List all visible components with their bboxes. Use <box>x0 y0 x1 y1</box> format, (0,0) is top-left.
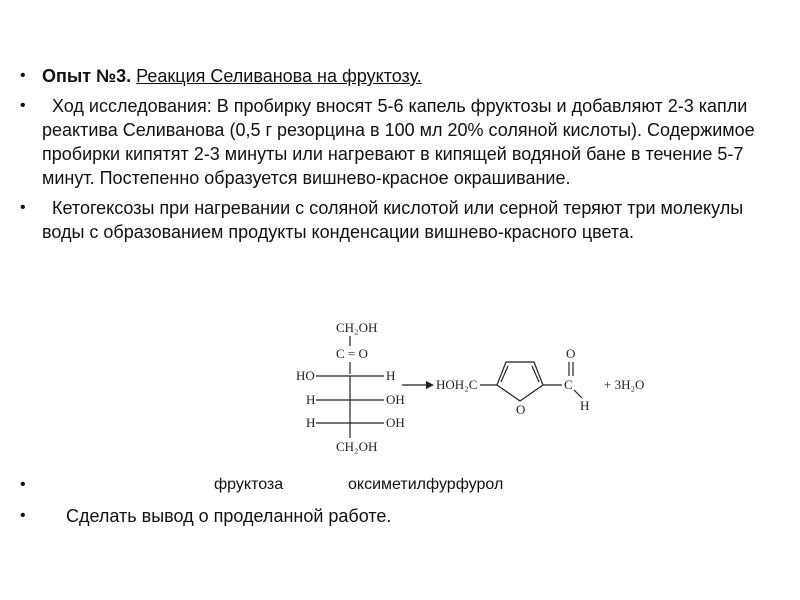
fructose-bottom-group: CH₂OH <box>336 439 378 454</box>
fructose-c5-right: OH <box>386 415 405 430</box>
bullet-procedure <box>18 94 778 190</box>
furan-oxygen: O <box>516 402 526 417</box>
fructose-c4-left: H <box>306 392 316 407</box>
bullet-list <box>18 64 778 250</box>
reaction-scheme <box>292 318 672 468</box>
caption-fructose: фруктоза <box>214 476 284 493</box>
fructose-c3-right: H <box>386 368 396 383</box>
fructose-c4-right: OH <box>386 392 405 407</box>
bullet-dot: • <box>20 476 26 493</box>
bullet-dot: • <box>20 97 26 114</box>
bullet-experiment-title <box>18 64 778 88</box>
bullet-conclusion <box>18 504 800 528</box>
bullet-compound-captions <box>18 473 778 497</box>
furan-double-bond-2 <box>532 366 539 382</box>
caption-hydroxymethylfurfural: оксиметилфурфурол <box>348 476 504 493</box>
reaction-arrow-head <box>426 381 434 389</box>
reaction-scheme-svg <box>292 318 672 468</box>
water-product: + 3H₂O <box>604 377 645 392</box>
aldehyde-oxygen: O <box>566 346 576 361</box>
bullet-dot: • <box>20 507 26 524</box>
fructose-c3-left: HO <box>296 368 315 383</box>
aldehyde-hydrogen: H <box>580 398 590 413</box>
ketohexose-text: Кетогексозы при нагревании с соляной кислотой или серной теряют три молекулы воды с образованием продукты конденсации вишнево-красного цвета. <box>42 198 744 242</box>
experiment-number: Опыт №3. <box>42 66 132 86</box>
furan-ring <box>497 362 543 401</box>
experiment-title: Реакция Селиванова на фруктозу. <box>136 66 422 86</box>
aldehyde-carbon: C <box>564 377 573 392</box>
conclusion-text: Сделать вывод о проделанной работе. <box>66 506 392 526</box>
bullet-dot: • <box>20 67 26 84</box>
fructose-carbonyl: C = O <box>336 346 368 361</box>
procedure-text: Ход исследования: В пробирку вносят 5-6 капель фруктозы и добавляют 2-3 капли реактива Селиванова (0,5 г резорцина в 100 мл 20% соляной кислоты). Содержимое пробирки кипятят 2-3 минуты или нагревают в кипящей водяной бане в течение 5-7 минут. Постепенно образуется вишнево-красное окрашивание. <box>42 96 755 188</box>
bullet-ketohexose <box>18 196 778 244</box>
aldehyde-h-bond <box>574 390 582 398</box>
fructose-c5-left: H <box>306 415 316 430</box>
furan-double-bond-1 <box>501 366 508 382</box>
fructose-top-group: CH₂OH <box>336 320 378 335</box>
hmf-hydroxymethyl: HOH₂C <box>436 377 478 392</box>
bullet-dot: • <box>20 199 26 216</box>
